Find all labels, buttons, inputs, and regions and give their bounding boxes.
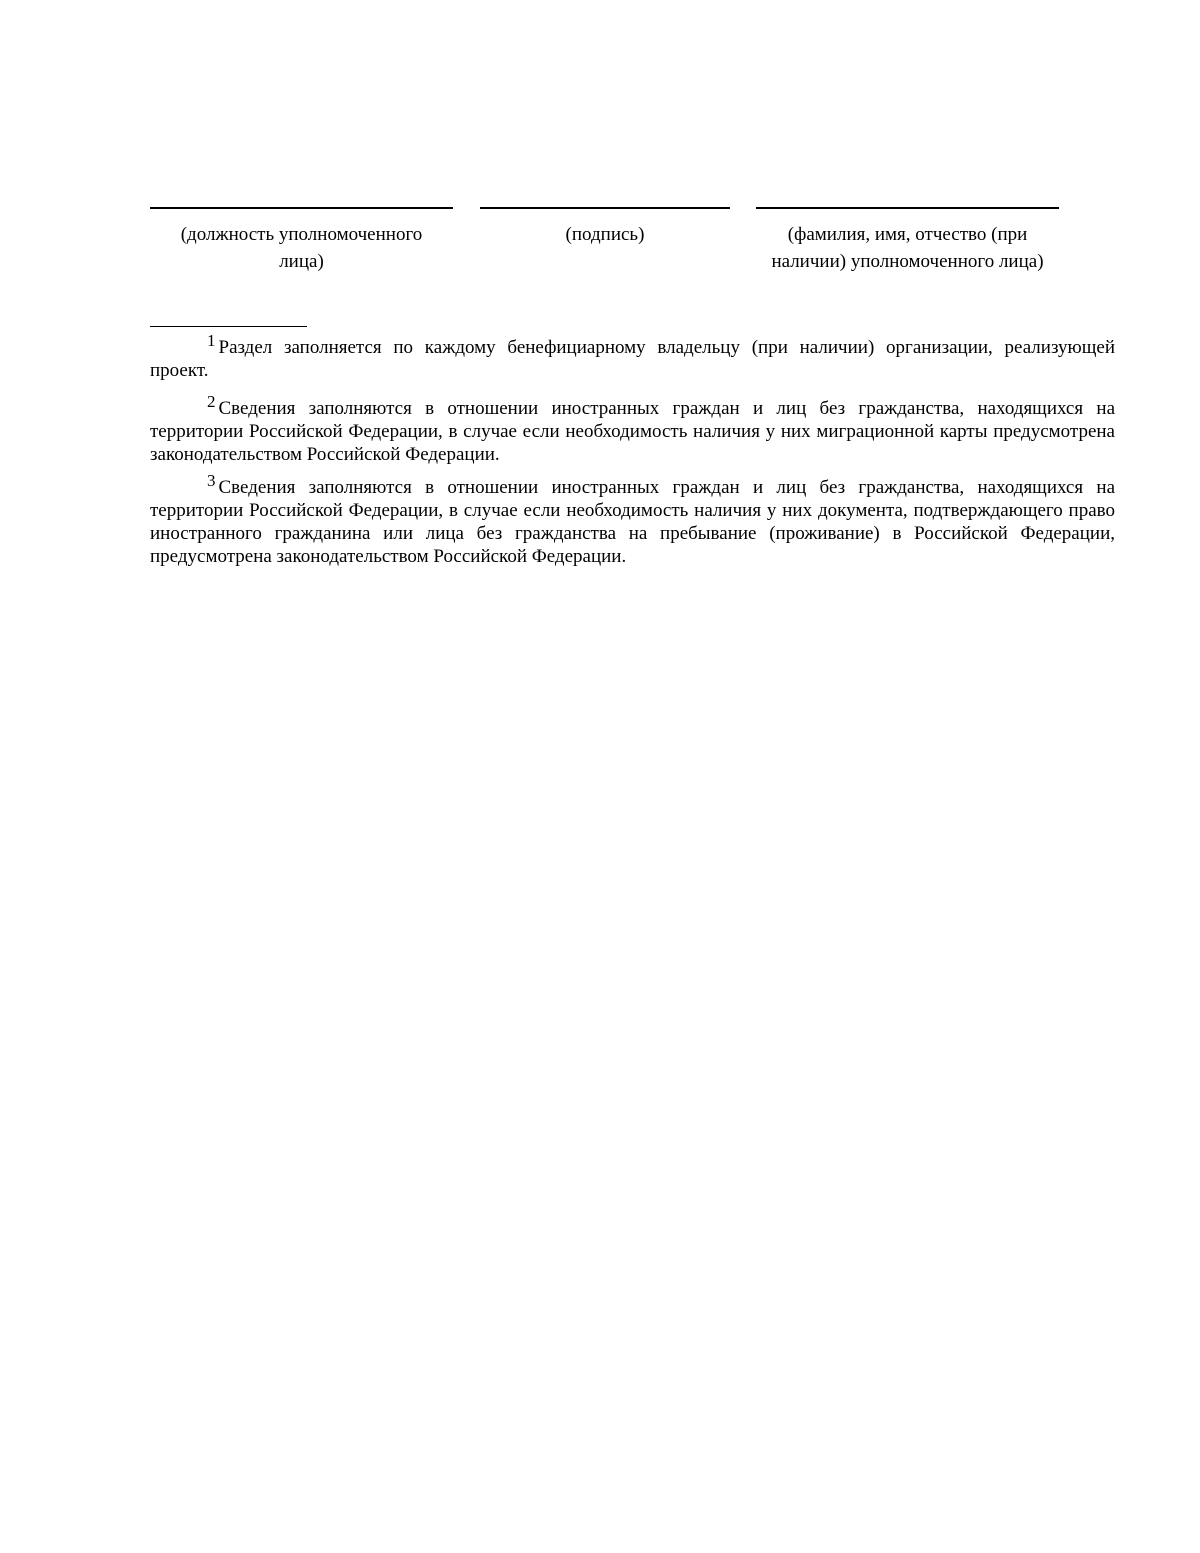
footnote-2 bbox=[150, 392, 1115, 466]
signature-line bbox=[480, 207, 730, 209]
name-signature-line bbox=[756, 207, 1059, 209]
footnote-separator bbox=[150, 326, 307, 327]
name-caption: (фамилия, имя, отчество (при наличии) уполномоченного лица) bbox=[771, 224, 1044, 272]
footnote-1 bbox=[150, 331, 1115, 382]
footnote-text: Сведения заполняются в отношении иностранных граждан и лиц без гражданства, находящихся на территории Российской Федерации, в случае если необходимость наличия у них документа, подтверждающего право иностранного гражданина или лица без гражданства на пребывание (проживание) в Российской Федерации, предусмотрена законодательством Российской Федерации. bbox=[150, 477, 1115, 567]
footnote-mark: 2 bbox=[207, 392, 216, 411]
footnote-mark: 1 bbox=[207, 331, 216, 350]
signature-caption: (подпись) bbox=[565, 224, 645, 245]
footnote-text: Раздел заполняется по каждому бенефициарному владельцу (при наличии) организации, реализующей проект. bbox=[150, 337, 1115, 381]
footnote-3 bbox=[150, 471, 1115, 568]
footnote-text: Сведения заполняются в отношении иностранных граждан и лиц без гражданства, находящихся на территории Российской Федерации, в случае если необходимость наличия у них миграционной карты предусмотрена законодательством Российской Федерации. bbox=[150, 398, 1115, 465]
position-signature-line bbox=[150, 207, 453, 209]
footnote-mark: 3 bbox=[207, 471, 216, 490]
position-caption: (должность уполномоченного лица) bbox=[180, 224, 423, 272]
